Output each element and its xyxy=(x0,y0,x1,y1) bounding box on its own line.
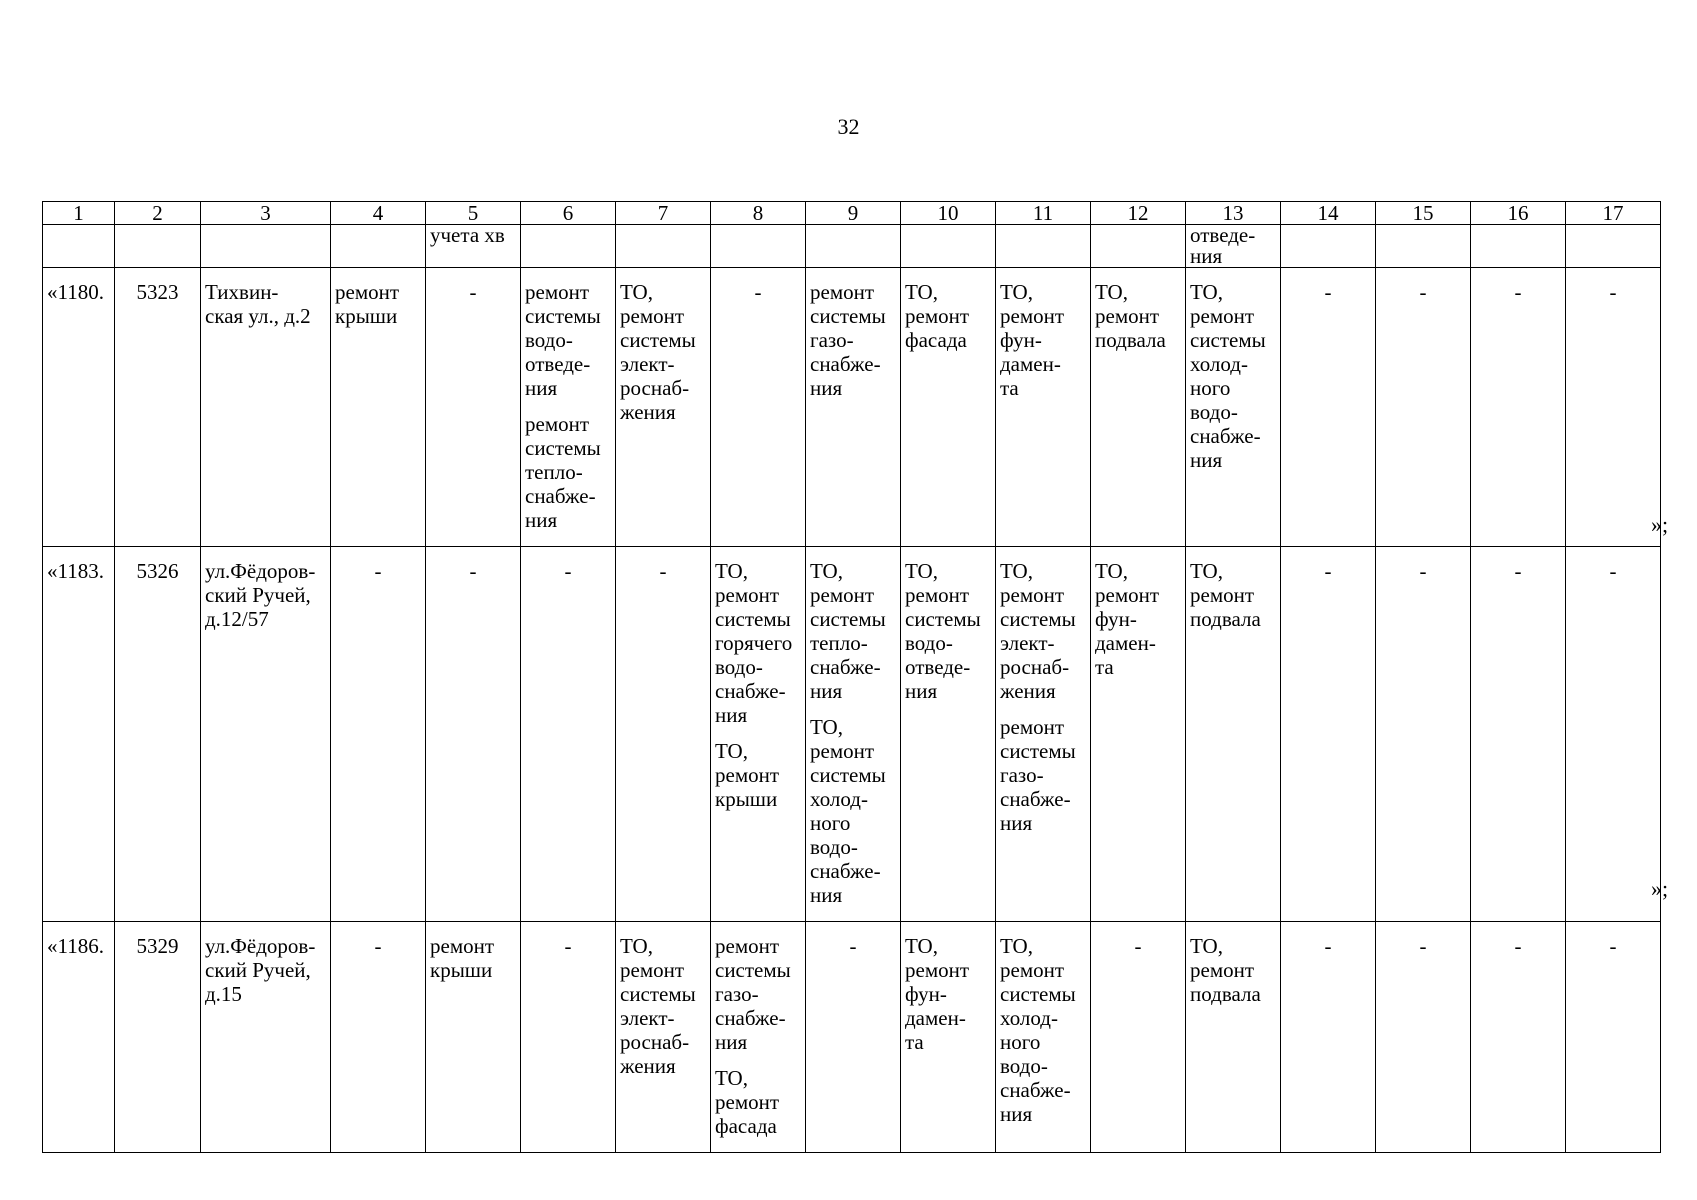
work-item: ТО, ремонт крыши xyxy=(715,739,780,811)
work-item: ТО, ремонт системы холод- ного водо- снабже- ния xyxy=(1000,934,1076,1126)
table-cell xyxy=(1281,922,1376,1153)
table-cell xyxy=(43,547,115,922)
column-number-row xyxy=(43,202,1661,225)
work-item: - xyxy=(1609,280,1617,304)
table-cell xyxy=(43,268,115,547)
work-item: ТО, ремонт фун- дамен- та xyxy=(1000,280,1065,400)
table-cell xyxy=(521,922,616,1153)
table-cell xyxy=(1471,268,1566,547)
table-cell xyxy=(331,922,426,1153)
work-item: ремонт крыши xyxy=(430,934,495,982)
table-cell xyxy=(1281,547,1376,922)
work-item: - xyxy=(754,280,762,304)
table-cell xyxy=(1186,922,1281,1153)
work-item: ремонт системы газо- снабже- ния xyxy=(1000,715,1076,835)
column-number: 4 xyxy=(331,202,426,225)
address: ул.Фёдоров- ский Ручей, д.12/57 xyxy=(205,559,316,631)
row-number: «1183. xyxy=(47,559,104,583)
column-number: 5 xyxy=(426,202,521,225)
table-cell xyxy=(1566,547,1661,922)
table-cell xyxy=(1471,922,1566,1153)
work-item: - xyxy=(1419,559,1427,583)
continuation-row xyxy=(43,225,1661,268)
table-cell xyxy=(201,547,331,922)
table-cell xyxy=(43,225,115,268)
column-number: 12 xyxy=(1091,202,1186,225)
table-cell xyxy=(331,547,426,922)
table-cell xyxy=(1471,225,1566,268)
column-number: 3 xyxy=(201,202,331,225)
table-cell xyxy=(426,547,521,922)
table-cell xyxy=(711,225,806,268)
table-cell xyxy=(331,225,426,268)
table-cell xyxy=(901,268,996,547)
work-item: ТО, ремонт системы элект- роснаб- жения xyxy=(620,934,696,1078)
work-item: ремонт системы газо- снабже- ния xyxy=(810,280,886,400)
table-cell xyxy=(1186,225,1281,268)
table-cell xyxy=(711,922,806,1153)
address: Тихвин- ская ул., д.2 xyxy=(205,280,311,328)
work-item: - xyxy=(1514,280,1522,304)
table-cell xyxy=(1471,547,1566,922)
table-row xyxy=(43,922,1661,1153)
repair-schedule-table xyxy=(42,201,1661,1153)
work-item: ТО, ремонт системы водо- отведе- ния xyxy=(905,559,981,703)
work-item: - xyxy=(1514,934,1522,958)
address: ул.Фёдоров- ский Ручей, д.15 xyxy=(205,934,316,1006)
table-cell xyxy=(996,225,1091,268)
row-number: «1180. xyxy=(47,280,104,304)
table-cell xyxy=(43,922,115,1153)
work-item: - xyxy=(1419,934,1427,958)
table-cell xyxy=(901,547,996,922)
column-number: 17 xyxy=(1566,202,1661,225)
work-item: - xyxy=(849,934,857,958)
column-number: 14 xyxy=(1281,202,1376,225)
table-cell xyxy=(996,547,1091,922)
work-item: - xyxy=(564,934,572,958)
work-item: ТО, ремонт подвала xyxy=(1095,280,1166,352)
table-cell xyxy=(711,268,806,547)
table-cell xyxy=(1376,225,1471,268)
table-cell xyxy=(1566,225,1661,268)
table-cell xyxy=(996,268,1091,547)
work-item: - xyxy=(1324,280,1332,304)
table-cell xyxy=(426,225,521,268)
table-cell xyxy=(996,922,1091,1153)
work-item: ремонт системы тепло- снабже- ния xyxy=(525,412,601,532)
table-cell xyxy=(115,922,201,1153)
table-cell xyxy=(201,922,331,1153)
work-item: ТО, ремонт фун- дамен- та xyxy=(1095,559,1160,679)
work-item: - xyxy=(469,280,477,304)
table-cell xyxy=(1566,268,1661,547)
table-cell xyxy=(331,268,426,547)
work-item: ТО, ремонт фасада xyxy=(715,1066,780,1138)
row-number: «1186. xyxy=(47,934,104,958)
work-item: - xyxy=(1419,280,1427,304)
table-cell xyxy=(201,225,331,268)
table-cell xyxy=(1376,547,1471,922)
work-item: ТО, ремонт подвала xyxy=(1190,934,1261,1006)
table-cell xyxy=(1091,547,1186,922)
work-item: ТО, ремонт фун- дамен- та xyxy=(905,934,970,1054)
work-item: - xyxy=(564,559,572,583)
table-row xyxy=(43,268,1661,547)
table-cell xyxy=(616,225,711,268)
table-cell xyxy=(115,268,201,547)
table-cell xyxy=(806,547,901,922)
table-cell xyxy=(806,922,901,1153)
work-item: ТО, ремонт системы холод- ного водо- снабже- ния xyxy=(810,715,886,907)
work-item: - xyxy=(1514,559,1522,583)
work-item: ТО, ремонт системы элект- роснаб- жения xyxy=(620,280,696,424)
table-cell xyxy=(1566,922,1661,1153)
work-item: - xyxy=(1324,934,1332,958)
table-cell xyxy=(115,547,201,922)
column-number: 6 xyxy=(521,202,616,225)
building-code: 5323 xyxy=(136,280,179,304)
cell-text: учета хв xyxy=(430,224,505,247)
work-item: ТО, ремонт системы горячего водо- снабже- ния xyxy=(715,559,793,727)
work-item: ремонт крыши xyxy=(335,280,400,328)
table-cell xyxy=(115,225,201,268)
table-cell xyxy=(1091,922,1186,1153)
work-item: - xyxy=(374,934,382,958)
column-number: 11 xyxy=(996,202,1091,225)
work-item: - xyxy=(1609,934,1617,958)
column-number: 10 xyxy=(901,202,996,225)
data-rows xyxy=(43,268,1661,1153)
table-cell xyxy=(1376,268,1471,547)
table-cell xyxy=(521,547,616,922)
work-item: - xyxy=(659,559,667,583)
table-cell xyxy=(711,547,806,922)
column-number: 9 xyxy=(806,202,901,225)
column-number: 15 xyxy=(1376,202,1471,225)
table-cell xyxy=(521,225,616,268)
table-cell xyxy=(1186,547,1281,922)
work-item: ТО, ремонт системы холод- ного водо- снабже- ния xyxy=(1190,280,1266,472)
building-code: 5326 xyxy=(136,559,179,583)
work-item: - xyxy=(1609,559,1617,583)
table-cell xyxy=(1186,268,1281,547)
table-cell xyxy=(616,547,711,922)
work-item: - xyxy=(469,559,477,583)
table-cell xyxy=(901,922,996,1153)
work-item: ТО, ремонт фасада xyxy=(905,280,970,352)
table-cell xyxy=(1091,268,1186,547)
work-item: ТО, ремонт системы тепло- снабже- ния xyxy=(810,559,886,703)
table-cell xyxy=(1376,922,1471,1153)
table-cell xyxy=(806,225,901,268)
work-item: - xyxy=(1324,559,1332,583)
column-number: 16 xyxy=(1471,202,1566,225)
work-item: - xyxy=(374,559,382,583)
table-cell xyxy=(201,268,331,547)
table-cell xyxy=(1281,225,1376,268)
column-number: 8 xyxy=(711,202,806,225)
table-cell xyxy=(426,922,521,1153)
table-cell xyxy=(616,268,711,547)
work-item: ремонт системы газо- снабже- ния xyxy=(715,934,791,1054)
cell-text: отведе- ния xyxy=(1190,224,1256,268)
work-item: - xyxy=(1134,934,1142,958)
table-cell xyxy=(1281,268,1376,547)
row-end-mark: »; xyxy=(1651,876,1669,901)
work-item: ТО, ремонт системы элект- роснаб- жения xyxy=(1000,559,1076,703)
table-cell xyxy=(616,922,711,1153)
row-end-mark: »; xyxy=(1651,512,1669,537)
table-row xyxy=(43,547,1661,922)
table-cell xyxy=(521,268,616,547)
column-number: 1 xyxy=(43,202,115,225)
table-cell xyxy=(901,225,996,268)
column-number: 13 xyxy=(1186,202,1281,225)
work-item: ремонт системы водо- отведе- ния xyxy=(525,280,601,400)
column-number: 2 xyxy=(115,202,201,225)
table-cell xyxy=(426,268,521,547)
table-cell xyxy=(1091,225,1186,268)
work-item: ТО, ремонт подвала xyxy=(1190,559,1261,631)
page-number: 32 xyxy=(837,114,860,139)
table-cell xyxy=(806,268,901,547)
building-code: 5329 xyxy=(136,934,179,958)
column-number: 7 xyxy=(616,202,711,225)
